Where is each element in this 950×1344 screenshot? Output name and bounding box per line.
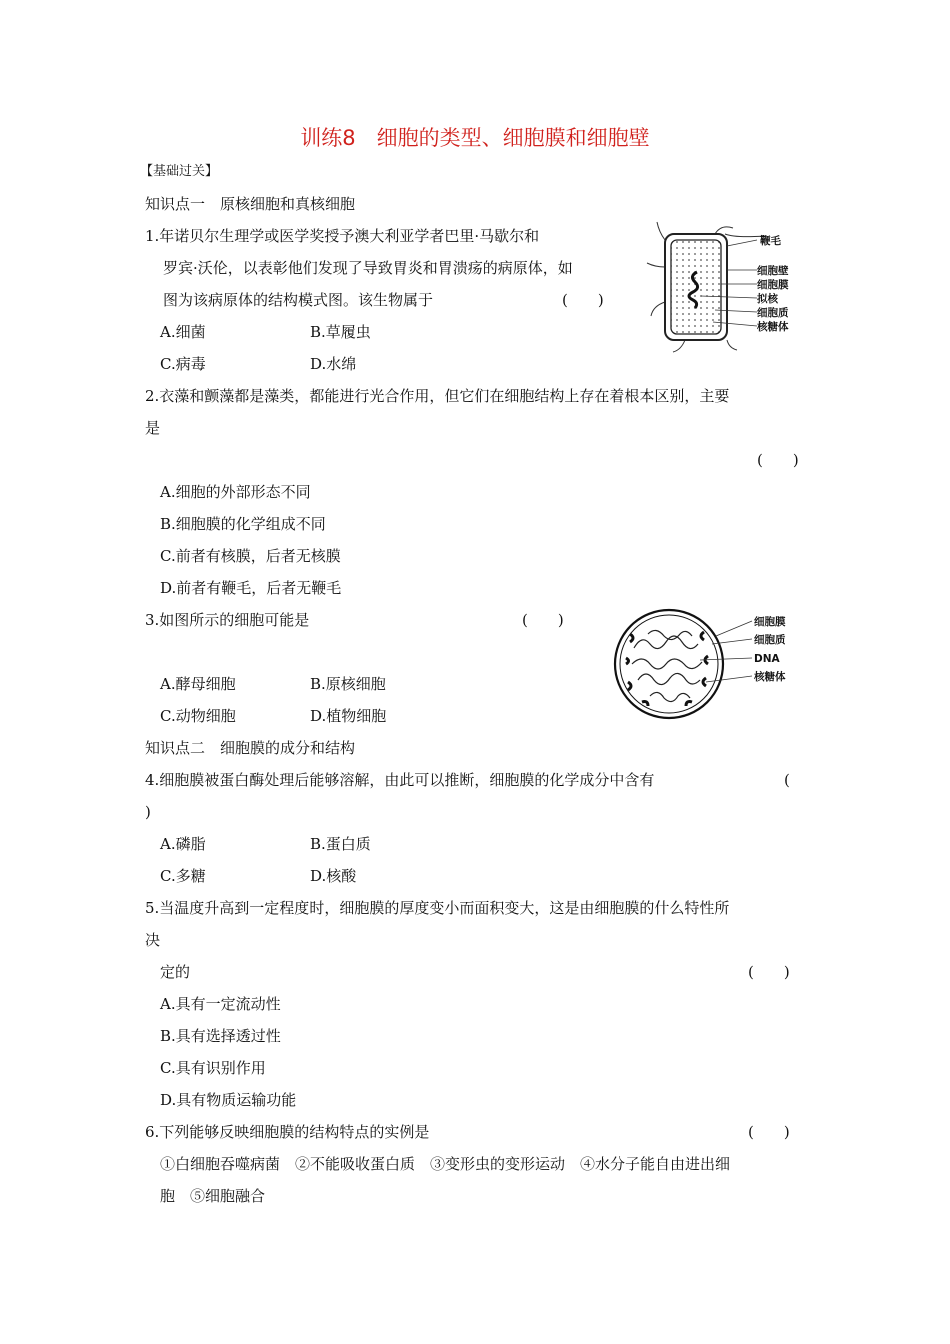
q3-option-b: B.原核细胞 [310,675,386,693]
q3-option-a: A.酵母细胞 [160,675,236,693]
label-cytoplasm: 细胞质 [757,307,789,319]
label-ribosome-2: 核糖体 [754,671,786,683]
q5-option-a: A.具有一定流动性 [160,995,281,1013]
q5-option-d: D.具有物质运输功能 [160,1091,297,1109]
q4-option-a: A.磷脂 [160,835,206,853]
q1-answer-paren: ( ) [562,291,604,309]
bacterium-diagram [645,222,805,357]
label-cytoplasm-2: 细胞质 [754,634,786,646]
q3-option-c: C.动物细胞 [160,707,236,725]
q1-option-d: D.水绵 [310,355,357,373]
q2-line-2: 是 [145,419,161,437]
label-flagellum: 鞭毛 [760,235,781,247]
q5-line-1: 5.当温度升高到一定程度时，细胞膜的厚度变小而面积变大，这是由细胞膜的什么特性所 [145,899,730,917]
knowledge-point-1: 知识点一 原核细胞和真核细胞 [145,195,356,213]
q2-option-b: B.细胞膜的化学组成不同 [160,515,326,533]
label-ribosome: 核糖体 [757,321,789,333]
q2-option-d: D.前者有鞭毛，后者无鞭毛 [160,579,342,597]
q1-option-b: B.草履虫 [310,323,371,341]
q2-answer-paren: ( ) [757,451,799,469]
q2-option-a: A.细胞的外部形态不同 [160,483,311,501]
q1-option-a: A.细菌 [160,323,206,341]
section-basic: 【基础过关】 [140,164,219,179]
q4-option-c: C.多糖 [160,867,206,885]
q5-option-b: B.具有选择透过性 [160,1027,281,1045]
flagellum-line-2 [715,227,733,234]
label-cell-wall: 细胞壁 [757,265,789,277]
q4-paren-open: ( [784,771,790,789]
q6-line-2: ①白细胞吞噬病菌 ②不能吸收蛋白质 ③变形虫的变形运动 ④水分子能自由进出细 [160,1155,731,1173]
flagellum-line-6 [673,340,685,352]
q4-line-1: 4.细胞膜被蛋白酶处理后能够溶解，由此可以推断，细胞膜的化学成分中含有 [145,771,655,789]
q4-option-b: B.蛋白质 [310,835,371,853]
q1-option-c: C.病毒 [160,355,206,373]
flagellum-line-5 [651,302,665,316]
q5-option-c: C.具有识别作用 [160,1059,266,1077]
leader-membrane [716,621,752,636]
knowledge-point-2: 知识点二 细胞膜的成分和结构 [145,739,356,757]
label-cell-membrane-2: 细胞膜 [754,616,786,628]
flagellum-line-1 [657,222,665,240]
cell-membrane-shape [671,240,721,334]
flagellum-line-4 [647,263,665,267]
label-cell-membrane: 细胞膜 [757,279,789,291]
label-nucleoid: 拟核 [757,293,778,305]
q4-paren-close: ) [145,803,151,821]
q6-line-3: 胞 ⑤细胞融合 [160,1187,266,1205]
leader-flagellum [727,240,757,246]
q6-answer-paren: ( ) [748,1123,790,1141]
q1-line-1: 1.年诺贝尔生理学或医学奖授予澳大利亚学者巴里·马歇尔和 [145,227,540,245]
q2-option-c: C.前者有核膜，后者无核膜 [160,547,341,565]
q2-line-1: 2.衣藻和颤藻都是藻类，都能进行光合作用，但它们在细胞结构上存在着根本区别，主要 [145,387,730,405]
q1-line-2: 罗宾·沃伦，以表彰他们发现了导致胃炎和胃溃疡的病原体，如 [163,259,573,277]
page-title: 训练8 细胞的类型、细胞膜和细胞壁 [300,126,650,150]
flagellum-line-3 [725,234,765,237]
flagellum-line-7 [727,340,737,350]
q6-line-1: 6.下列能够反映细胞膜的结构特点的实例是 [145,1123,430,1141]
q5-answer-paren: ( ) [748,963,790,981]
q3-answer-paren: ( ) [522,611,564,629]
prokaryote-diagram [612,608,802,723]
q5-line-3: 定的 [160,963,191,981]
q3-option-d: D.植物细胞 [310,707,387,725]
q3-line-1: 3.如图所示的细胞可能是 [145,611,310,629]
label-dna: DNA [754,653,780,665]
q1-line-3: 图为该病原体的结构模式图。该生物属于 [163,291,434,309]
q4-option-d: D.核酸 [310,867,357,885]
q5-line-2: 决 [145,931,161,949]
